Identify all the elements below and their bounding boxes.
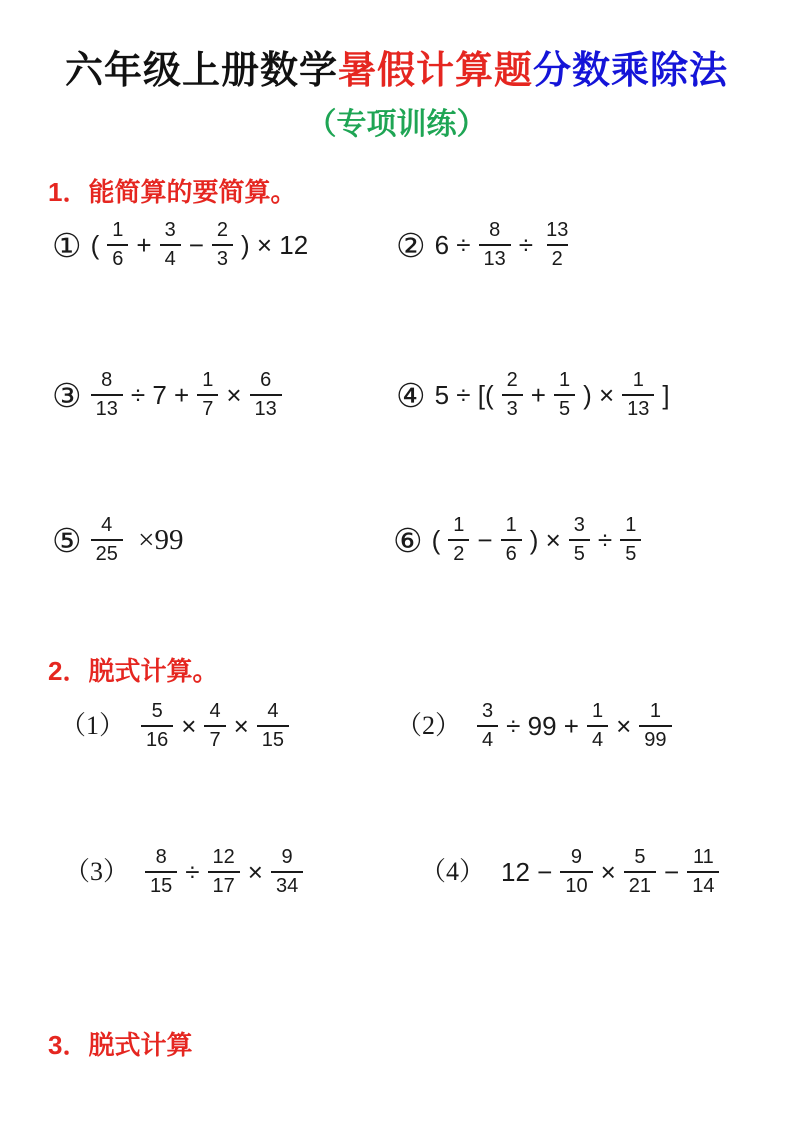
title-part-red: 暑假计算题 [337,50,533,92]
fraction-denominator: 6 [107,244,128,270]
math-text: ÷ [597,525,613,555]
math-text: ) × [529,525,561,555]
problem-label: （2） [396,711,462,740]
fraction-denominator: 15 [257,725,289,751]
fraction-numerator: 4 [209,700,221,722]
fraction-denominator: 2 [448,539,469,565]
math-text: ( [431,525,441,555]
fraction-denominator: 21 [624,871,656,897]
math-text: − [188,230,204,260]
problem-1-4 [396,366,670,424]
page-subtitle: （专项训练） [306,108,487,141]
fraction-numerator: 4 [267,700,279,722]
section-3-heading: 3．脱式计算 [48,1030,193,1060]
fraction-denominator: 25 [91,539,123,565]
math-text: × [247,857,263,887]
section-1-heading: 1．能简算的要简算。 [48,177,297,207]
fraction-numerator: 3 [164,219,176,241]
fraction [257,701,289,751]
math-text: ] [662,380,670,410]
fraction [479,220,511,270]
fraction-numerator: 8 [155,846,167,868]
fraction [554,370,575,420]
fraction [250,370,282,420]
fraction [502,370,523,420]
fraction-numerator: 1 [632,369,644,391]
fraction [541,220,573,270]
fraction [624,847,656,897]
math-text: − [477,525,493,555]
problem-2-3 [64,843,303,901]
fraction-numerator: 1 [112,219,124,241]
fraction-numerator: 1 [625,514,637,536]
fraction [107,220,128,270]
title-part-black: 六年级上册数学 [64,50,338,92]
fraction [208,847,240,897]
fraction [560,847,592,897]
fraction-numerator: 4 [101,514,113,536]
math-text: × [181,711,197,741]
problem-label: （3） [64,857,130,886]
fraction [569,515,590,565]
math-text: 12 − [501,857,553,887]
fraction-numerator: 1 [453,514,465,536]
fraction [477,701,498,751]
math-text: ×99 [130,523,184,556]
math-text: ÷ [185,857,200,887]
fraction-numerator: 1 [558,369,571,391]
fraction-numerator: 13 [546,219,569,241]
fraction-numerator: 3 [573,514,585,536]
fraction-numerator: 2 [506,369,518,391]
fraction [160,220,181,270]
fraction [212,220,233,270]
fraction [620,515,641,565]
math-text: × [233,711,249,741]
fraction-numerator: 8 [489,219,501,241]
math-text: × [616,711,632,741]
fraction-numerator: 1 [505,514,517,536]
fraction [145,847,177,897]
fraction-denominator: 7 [204,725,225,751]
math-text: ) × [583,380,615,410]
problem-label: ④ [396,376,426,414]
math-text: ) × 12 [241,230,309,260]
fraction-denominator: 4 [160,244,181,270]
fraction [622,370,654,420]
fraction-denominator: 17 [208,871,240,897]
fraction [91,370,123,420]
section-2-heading: 2．脱式计算。 [48,656,219,686]
title-part-blue: 分数乘除法 [533,50,729,92]
problem-label: ① [52,226,82,264]
problem-1-5 [52,511,183,569]
fraction [271,847,303,897]
fraction-numerator: 2 [216,219,229,241]
math-text: ÷ [518,230,534,260]
fraction-numerator: 11 [692,846,714,868]
problem-label: ⑥ [393,521,423,559]
fraction-denominator: 5 [554,394,575,420]
problem-label: （4） [420,857,486,886]
problem-1-1 [52,216,308,274]
problem-label: ⑤ [52,521,82,559]
page-title [0,52,793,90]
problem-2-2 [396,697,672,755]
problem-1-6 [393,511,641,569]
math-text: 6 ÷ [434,230,471,260]
fraction-denominator: 16 [141,725,173,751]
math-text: ÷ 99 + [506,711,579,741]
fraction-denominator: 99 [639,725,671,751]
problem-label: ② [396,226,426,264]
fraction-numerator: 12 [212,846,235,868]
fraction-numerator: 5 [151,700,163,722]
problem-label: （1） [60,711,126,740]
math-text: 5 ÷ [( [434,380,494,410]
fraction-denominator: 4 [587,725,608,751]
problem-1-3 [52,366,282,424]
fraction-denominator: 15 [145,871,177,897]
fraction-denominator: 7 [197,394,218,420]
fraction [687,847,719,897]
math-text: ( [90,230,100,260]
fraction-denominator: 13 [91,394,123,420]
fraction-denominator: 5 [620,539,641,565]
fraction-denominator: 10 [560,871,592,897]
fraction [197,370,218,420]
fraction-numerator: 9 [570,846,583,868]
fraction [587,701,608,751]
math-text: × [600,857,616,887]
fraction-denominator: 13 [622,394,654,420]
fraction [204,701,225,751]
fraction-denominator: 6 [501,539,522,565]
fraction-denominator: 3 [212,244,233,270]
fraction-numerator: 1 [202,369,214,391]
fraction [91,515,123,565]
fraction-numerator: 1 [649,700,661,722]
fraction-denominator: 34 [271,871,303,897]
fraction-denominator: 13 [250,394,282,420]
fraction-denominator: 3 [502,394,523,420]
problem-2-4 [420,843,719,901]
math-text: × [226,380,242,410]
fraction-denominator: 2 [547,244,568,270]
problem-1-2 [396,216,573,274]
math-text: − [664,857,680,887]
fraction-numerator: 8 [101,369,113,391]
problem-label: ③ [52,376,82,414]
fraction-numerator: 1 [591,700,604,722]
fraction-numerator: 6 [260,369,272,391]
math-text: ÷ 7 + [130,380,190,410]
problem-2-1 [60,697,289,755]
fraction-denominator: 4 [477,725,498,751]
math-text: + [530,380,546,410]
fraction [448,515,469,565]
math-text: + [136,230,152,260]
fraction-numerator: 9 [281,846,293,868]
fraction-numerator: 3 [482,700,494,722]
fraction [639,701,671,751]
fraction-denominator: 5 [569,539,590,565]
fraction [501,515,522,565]
fraction-denominator: 13 [479,244,511,270]
fraction-denominator: 14 [687,871,719,897]
fraction [141,701,173,751]
fraction-numerator: 5 [634,846,646,868]
